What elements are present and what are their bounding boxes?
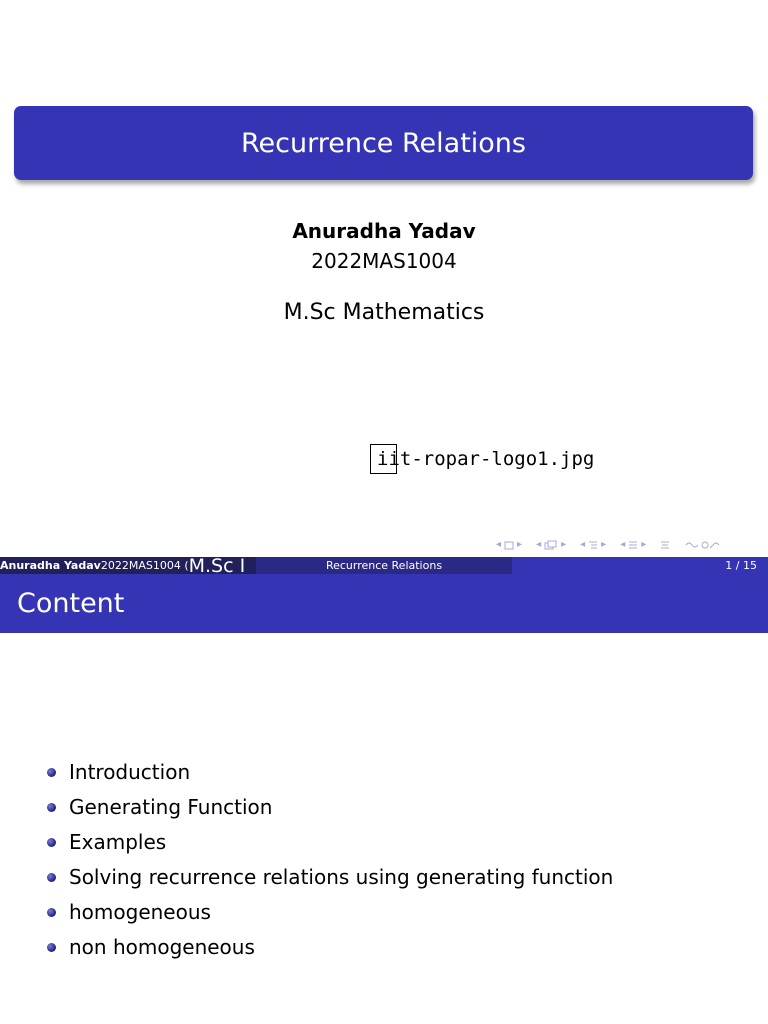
left-arrow-icon[interactable]: ◂ [580,539,586,550]
list-item-text: Solving recurrence relations using generating function [69,865,614,889]
footer-title-block [256,557,512,574]
beamer-navigation [496,536,720,554]
nav-search-group[interactable] [684,540,720,550]
nav-slide-group[interactable] [536,540,566,550]
align-icon[interactable] [660,540,670,550]
nav-frame-group[interactable] [496,540,522,550]
bullet-icon [47,873,56,882]
bullet-icon [47,908,56,917]
footer-program: M.Sc I [188,557,246,574]
left-arrow-icon[interactable]: ◂ [620,539,626,550]
author-name: Anuradha Yadav [292,219,476,243]
bullet-icon [47,768,56,777]
footer-author: Anuradha Yadav [0,559,101,572]
title-banner [14,106,753,180]
right-arrow-icon[interactable]: ▸ [601,539,607,550]
list-item [47,755,613,790]
list-item-text: homogeneous [69,900,211,924]
content-title-bar [0,574,768,633]
footer-page-block [512,557,768,574]
nav-subsection-group[interactable] [580,540,606,550]
list-item-text: Examples [69,830,167,854]
bullet-icon [47,943,56,952]
list-item-text: Generating Function [69,795,273,819]
footer-title: Recurrence Relations [325,559,443,572]
logo-placeholder [370,444,594,474]
left-arrow-icon[interactable]: ◂ [496,539,502,550]
content-title: Content [17,588,125,619]
list-item [47,825,613,860]
subsection-icon[interactable] [588,540,598,550]
section-icon[interactable] [628,540,638,550]
left-arrow-icon[interactable]: ◂ [536,539,542,550]
bullet-icon [47,838,56,847]
slide-footer [0,557,768,574]
footer-roll: 2022MAS1004 [100,559,181,572]
right-arrow-icon[interactable]: ▸ [561,539,567,550]
roll-number: 2022MAS1004 [311,249,457,273]
nav-section-group[interactable] [620,540,646,550]
list-item [47,860,613,895]
footer-paren: ( [184,559,189,572]
footer-author-block [0,557,256,574]
list-item [47,895,613,930]
nav-align-group[interactable] [660,540,670,550]
slides-icon[interactable] [544,540,558,550]
content-list [47,755,613,965]
list-item-text: Introduction [69,760,191,784]
logo-filename: iit-ropar-logo1.jpg [377,448,595,470]
frame-icon[interactable] [504,541,514,550]
page-number: 1 / 15 [725,559,757,572]
program-name: M.Sc Mathematics [283,300,485,325]
list-item [47,790,613,825]
right-arrow-icon[interactable]: ▸ [517,539,523,550]
list-item-text: non homogeneous [69,935,255,959]
back-forward-icon[interactable] [684,540,720,550]
list-item [47,930,613,965]
presentation-title: Recurrence Relations [240,127,526,159]
bullet-icon [47,803,56,812]
right-arrow-icon[interactable]: ▸ [641,539,647,550]
